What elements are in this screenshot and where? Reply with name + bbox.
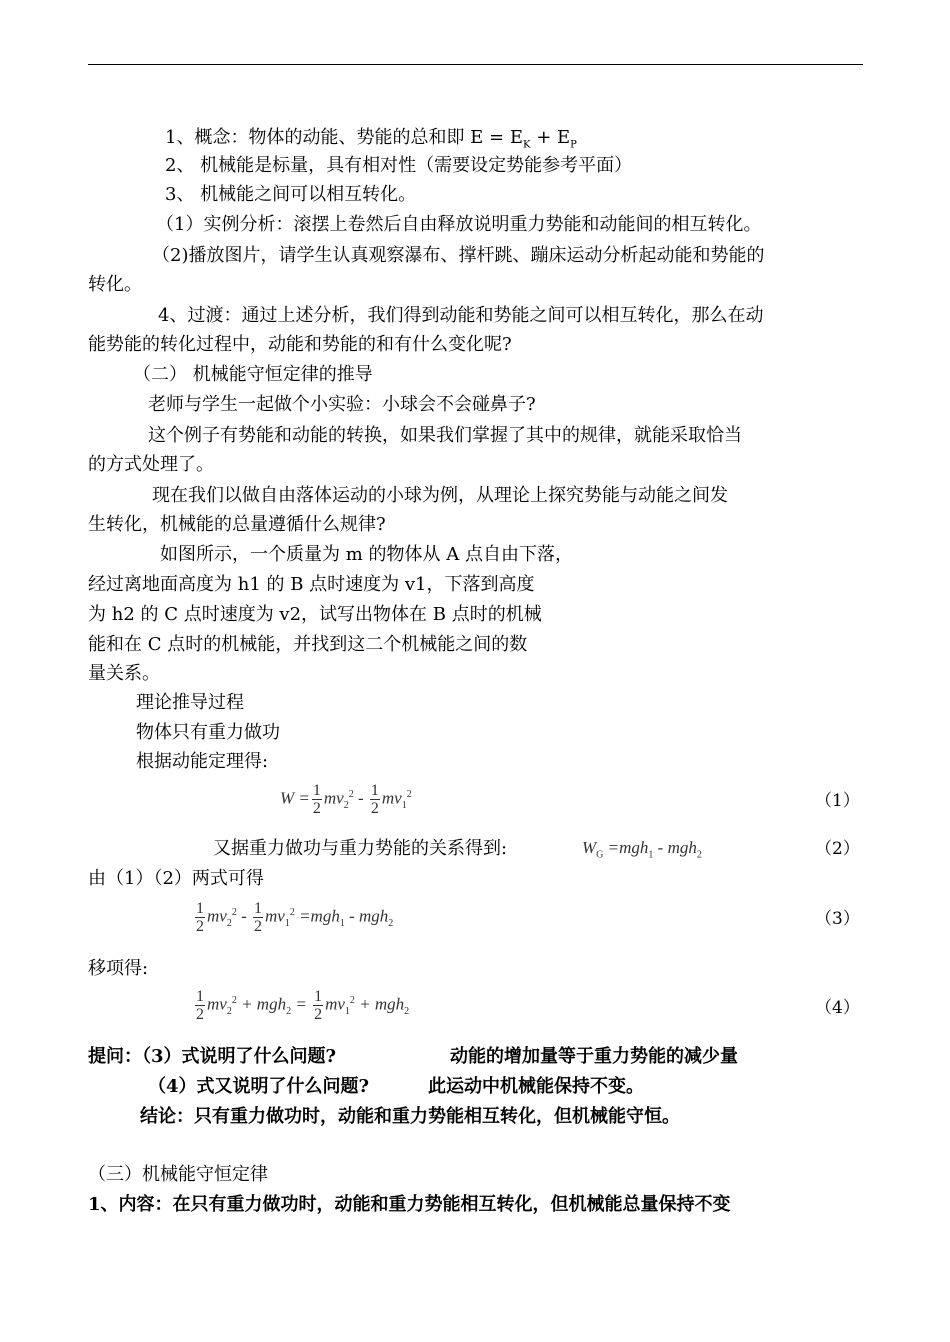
line-16: 经过离地面高度为 h1 的 B 点时速度为 v1，下落到高度 bbox=[88, 574, 535, 595]
line-6: 转化。 bbox=[88, 274, 142, 295]
line-13: 现在我们以做自由落体运动的小球为例，从理论上探究势能与动能之间发 bbox=[152, 485, 728, 506]
line-17: 为 h2 的 C 点时速度为 v2，试写出物体在 B 点时的机械 bbox=[88, 604, 542, 625]
line-25: 移项得: bbox=[88, 958, 149, 979]
line-2: 2、 机械能是标量，具有相对性（需要设定势能参考平面） bbox=[165, 155, 633, 176]
equation-1-number: （1） bbox=[815, 791, 860, 811]
line-15: 如图所示，一个质量为 m 的物体从 A 点自由下落， bbox=[160, 544, 573, 565]
content-statement: 1、内容：在只有重力做功时，动能和重力势能相互转化，但机械能总量保持不变 bbox=[88, 1194, 731, 1215]
equation-3-number: （3） bbox=[815, 909, 860, 929]
line-3: 3、 机械能之间可以相互转化。 bbox=[165, 184, 417, 205]
line-24: 由（1）（2）两式可得 bbox=[88, 868, 264, 889]
answer-1: 动能的增加量等于重力势能的减少量 bbox=[450, 1046, 738, 1067]
equation-1: W = $\frac{1}{2}$ $mv_2^2$ - $\frac{1}{2}$ $mv_1^2$ bbox=[280, 782, 412, 817]
line-8: 能势能的转化过程中，动能和势能的和有什么变化呢? bbox=[88, 334, 512, 355]
equation-4: $\frac{1}{2}$ $mv_2^2 + mgh_2$ = $\frac{1}{2}$ $mv_1^2 + mgh_2$ bbox=[196, 988, 410, 1023]
question-1: 提问：（3）式说明了什么问题? bbox=[88, 1046, 337, 1067]
line-19: 量关系。 bbox=[88, 663, 160, 684]
equation-3: $\frac{1}{2}$ $mv_2^2$ - $\frac{1}{2}$ $mv_1^2 =mgh_1 - mgh_2$ bbox=[196, 900, 394, 935]
line-4: （1）实例分析：滚摆上卷然后自由释放说明重力势能和动能间的相互转化。 bbox=[156, 214, 762, 235]
conclusion: 结论：只有重力做功时，动能和重力势能相互转化，但机械能守恒。 bbox=[140, 1106, 680, 1127]
line-18: 能和在 C 点时的机械能，并找到这二个机械能之间的数 bbox=[88, 634, 528, 655]
equation-4-number: （4） bbox=[815, 998, 860, 1018]
line-7: 4、过渡：通过上述分析，我们得到动能和势能之间可以相互转化，那么在动 bbox=[158, 305, 764, 326]
line-11: 这个例子有势能和动能的转换，如果我们掌握了其中的规律，就能采取恰当 bbox=[148, 425, 742, 446]
answer-2: 此运动中机械能保持不变。 bbox=[428, 1076, 644, 1097]
section-2-heading: （二） 机械能守恒定律的推导 bbox=[133, 364, 373, 385]
question-2: （4）式又说明了什么问题? bbox=[148, 1076, 370, 1097]
section-3-heading: （三）机械能守恒定律 bbox=[88, 1164, 268, 1185]
equation-2: $W_G =mgh_1 - mgh_2$ bbox=[582, 838, 702, 861]
header-rule bbox=[88, 64, 863, 65]
line-23: 又据重力做功与重力势能的关系得到: bbox=[213, 838, 508, 859]
line-21: 物体只有重力做功 bbox=[136, 722, 280, 743]
line-14: 生转化，机械能的总量遵循什么规律? bbox=[88, 514, 386, 535]
line-5: （2)播放图片，请学生认真观察瀑布、撑杆跳、蹦床运动分析起动能和势能的 bbox=[152, 245, 765, 266]
line-22: 根据动能定理得: bbox=[136, 751, 269, 772]
equation-2-number: （2） bbox=[815, 839, 860, 859]
line-20: 理论推导过程 bbox=[136, 692, 244, 713]
line-10: 老师与学生一起做个小实验：小球会不会碰鼻子? bbox=[148, 394, 536, 415]
line-concept: 1、概念：物体的动能、势能的总和即 $E = E_K + E_P$ bbox=[165, 127, 577, 151]
line-12: 的方式处理了。 bbox=[88, 454, 214, 475]
